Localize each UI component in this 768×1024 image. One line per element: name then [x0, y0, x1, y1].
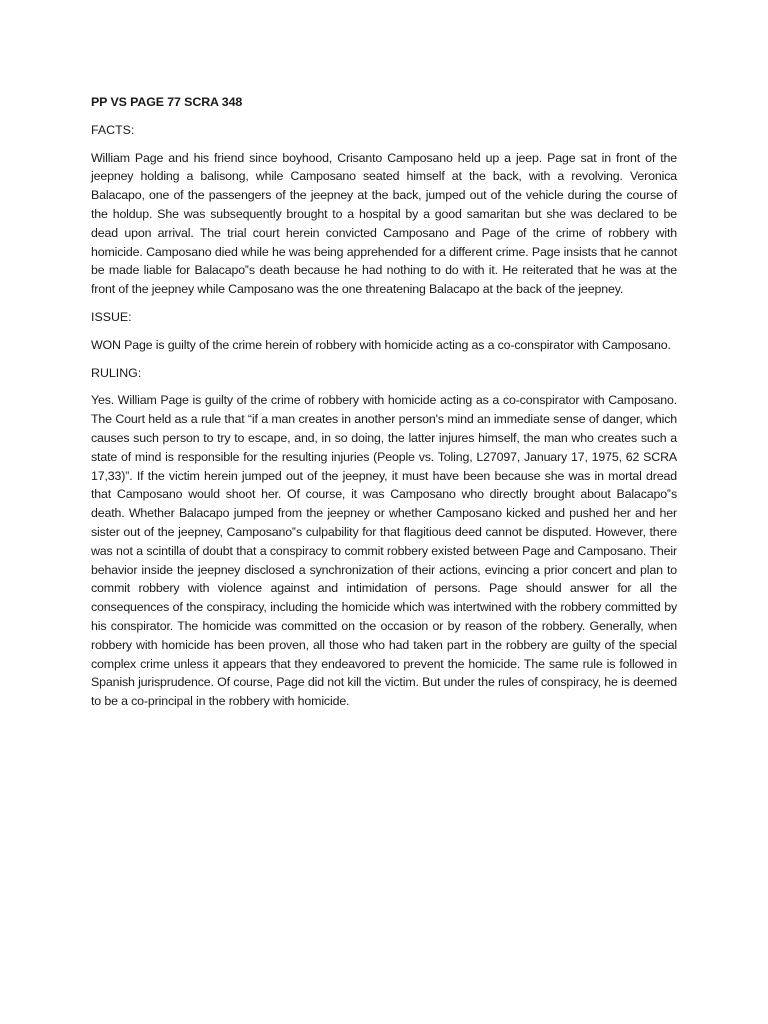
facts-heading: FACTS: — [91, 122, 135, 137]
ruling-heading: RULING: — [91, 365, 142, 380]
issue-paragraph: WON Page is guilty of the crime herein of robbery with homicide acting as a co-conspirator with Camposano. — [91, 337, 671, 352]
ruling-paragraph: Yes. William Page is guilty of the crime of robbery with homicide acting as a co-conspirator with Camposano. The Court held as a rule that “if a man creates in another person's mind an immediate sense of danger, which causes such person to try to escape, and, in so doing, the latter injures himself, the man who creates such a state of mind is responsible for the resulting injuries (People vs. Toling, L27097, January 17, 1975, 62 SCRA 17,33)”. If the victim herein jumped out of the jeepney, it must have been because she was in mortal dread that Camposano would shoot her. Of course, it was Camposano who directly brought about Balacapo‟s death. Whether Balacapo jumped from the jeepney or whether Camposano kicked and pushed her and her sister out of the jeepney, Camposano‟s culpability for that flagitious deed cannot be disputed. However, there was not a scintilla of doubt that a conspiracy to commit robbery existed between Page and Camposano. Their behavior inside the jeepney disclosed a synchronization of their actions, evincing a prior concert and plan to commit robbery with violence against and intimidation of persons. Page should answer for all the consequences of the conspiracy, including the homicide which was intertwined with the robbery committed by his conspirator. The homicide was committed on the occasion or by reason of the robbery. Generally, when robbery with homicide has been proven, all those who had taken part in the robbery are guilty of the special complex crime unless it appears that they endeavored to prevent the homicide. The same rule is followed in Spanish jurisprudence. Of course, Page did not kill the victim. But under the rules of conspiracy, he is deemed to be a co-principal in the robbery with homicide. — [91, 393, 677, 709]
case-title: PP VS PAGE 77 SCRA 348 — [91, 95, 243, 109]
document-body — [91, 93, 677, 720]
issue-heading: ISSUE: — [91, 309, 132, 324]
facts-paragraph: William Page and his friend since boyhood, Crisanto Camposano held up a jeep. Page sat in front of the jeepney holding a balisong, while Camposano seated himself at the back, with a revolving. Veronica Balacapo, one of the passengers of the jeepney at the back, jumped out of the vehicle during the course of the holdup. She was subsequently brought to a hospital by a good samaritan but she was declared to be dead upon arrival. The trial court herein convicted Camposano and Page of the crime of robbery with homicide. Camposano died while he was being apprehended for a different crime. Page insists that he cannot be made liable for Balacapo‟s death because he had nothing to do with it. He reiterated that he was at the front of the jeepney while Camposano was the one threatening Balacapo at the back of the jeepney. — [91, 150, 677, 297]
